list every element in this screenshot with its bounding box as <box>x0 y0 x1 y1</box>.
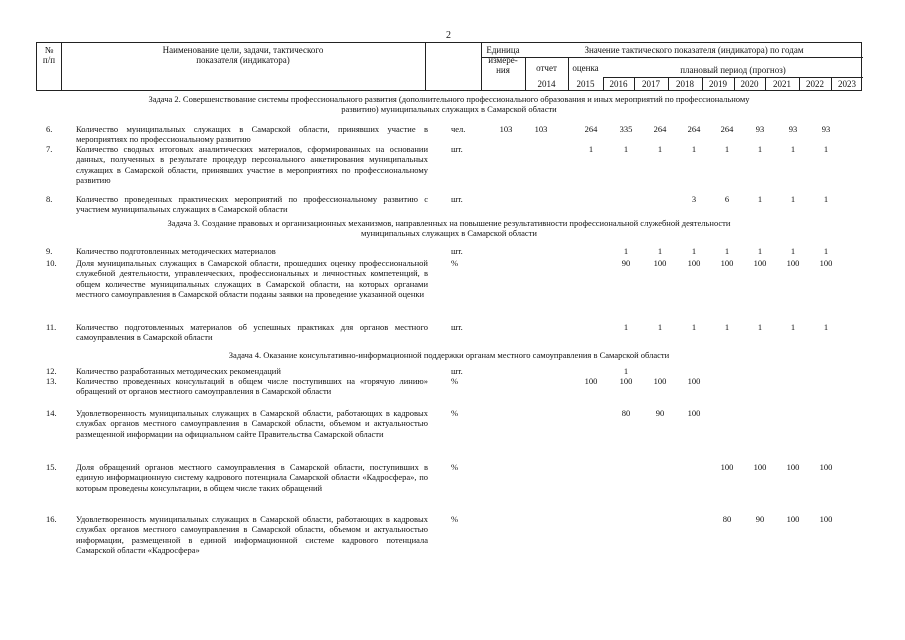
value-cell-2018: 1 <box>657 144 663 154</box>
indicator-name: Удовлетворенность муниципальных служащих в Самарской области, работающих в кадровых службах органов местного самоуправления в Самарской области, объемом и актуальностью размещенной информации на официальном сайте Правительства Самарской области <box>76 408 428 439</box>
value-cell-2017: 1 <box>623 144 629 154</box>
value-cell-2021: 1 <box>757 144 763 154</box>
value-cell-2020: 100 <box>720 258 734 268</box>
value-cell-2019: 100 <box>687 376 701 386</box>
value-cell-2023: 1 <box>823 322 829 332</box>
col-unit-header: Единица измере- ния <box>486 45 520 75</box>
value-cell-2019: 3 <box>691 194 697 204</box>
value-cell-2023: 93 <box>821 124 831 134</box>
value-cell-2022: 1 <box>790 194 796 204</box>
row-number: 10. <box>46 258 57 268</box>
value-cell-2022: 93 <box>788 124 798 134</box>
col-values-header: Значение тактического показателя (индикатора) по годам <box>584 45 804 55</box>
row-number: 14. <box>46 408 57 418</box>
value-cell-2023: 100 <box>819 462 833 472</box>
value-cell-2020: 80 <box>722 514 732 524</box>
row-number: 7. <box>46 144 53 154</box>
value-cell-2022: 100 <box>786 258 800 268</box>
indicator-name: Количество подготовленных методических материалов <box>76 246 276 256</box>
unit-cell: шт. <box>451 246 463 256</box>
col-no-header: № п/п <box>42 45 56 65</box>
year-2023: 2023 <box>838 79 856 89</box>
row-number: 9. <box>46 246 53 256</box>
row-number: 12. <box>46 366 57 376</box>
row-number: 13. <box>46 376 57 386</box>
value-cell-2016: 264 <box>584 124 598 134</box>
unit-cell: % <box>451 376 459 386</box>
value-cell-2018: 264 <box>653 124 667 134</box>
value-cell-2023: 100 <box>819 258 833 268</box>
indicator-name: Доля муниципальных служащих в Самарской области, прошедших оценку профессиональной служебной деятельности, управленческих, профессиональных и личностных компетенций, в общем количестве муниципальных служащих в Самарской области, на которых органами местного самоуправления в Самарской области поданы заявки на проведение указанной оценки <box>76 258 428 300</box>
task-heading: Задача 4. Оказание консультативно-информационной поддержки органам местного самоуправления в Самарской области <box>228 350 670 360</box>
value-cell-2019: 100 <box>687 258 701 268</box>
col-estimate-header: оценка <box>572 63 599 73</box>
value-cell-2023: 1 <box>823 194 829 204</box>
value-cell-2021: 100 <box>753 258 767 268</box>
year-2017: 2017 <box>642 79 660 89</box>
value-cell-2015: 103 <box>534 124 548 134</box>
task-heading: Задача 2. Совершенствование системы профессионального развития (дополнительного профессионального образования и иных мероприятий по профессиональному развитию) муниципальных служащих в Самарской области <box>148 94 750 115</box>
col-plan-header: плановый период (прогноз) <box>680 65 786 75</box>
unit-cell: % <box>451 408 459 418</box>
value-cell-2017: 1 <box>623 246 629 256</box>
value-cell-2017: 80 <box>621 408 631 418</box>
value-cell-2020: 6 <box>724 194 730 204</box>
year-2015: 2015 <box>576 79 595 89</box>
value-cell-2019: 1 <box>691 246 697 256</box>
unit-cell: шт. <box>451 366 463 376</box>
row-number: 16. <box>46 514 57 524</box>
unit-cell: шт. <box>451 144 463 154</box>
unit-cell: шт. <box>451 322 463 332</box>
value-cell-2023: 1 <box>823 144 829 154</box>
value-cell-2016: 100 <box>584 376 598 386</box>
value-cell-2022: 1 <box>790 322 796 332</box>
value-cell-2023: 100 <box>819 514 833 524</box>
value-cell-2020: 1 <box>724 144 730 154</box>
value-cell-2017: 100 <box>619 376 633 386</box>
value-cell-2022: 100 <box>786 514 800 524</box>
indicator-name: Количество муниципальных служащих в Самарской области, принявших участие в мероприятиях по профессиональному развитию <box>76 124 428 145</box>
value-cell-2022: 1 <box>790 246 796 256</box>
value-cell-2020: 100 <box>720 462 734 472</box>
page-number: 2 <box>446 30 451 41</box>
indicator-name: Доля обращений органов местного самоуправления в Самарской области, поступивших в единую информационную систему кадрового потенциала Самарской области «Кадросфера», по которым проведены консультации, в общем числе таких обращений <box>76 462 428 493</box>
value-cell-2020: 1 <box>724 246 730 256</box>
value-cell-2017: 1 <box>623 366 629 376</box>
value-cell-2018: 90 <box>655 408 665 418</box>
value-cell-2018: 100 <box>653 376 667 386</box>
value-cell-2020: 264 <box>720 124 734 134</box>
indicator-name: Количество проведенных консультаций в общем числе поступивших на «горячую линию» обращений от органов местного самоуправления в Самарской области <box>76 376 428 397</box>
year-2016: 2016 <box>609 79 628 89</box>
unit-cell: % <box>451 258 459 268</box>
value-cell-2019: 264 <box>687 124 701 134</box>
value-cell-2019: 1 <box>691 322 697 332</box>
indicator-name: Количество проведенных практических мероприятий по профессиональному развитию с участием муниципальных служащих в Самарской области <box>76 194 428 215</box>
unit-cell: % <box>451 514 459 524</box>
value-cell-2021: 1 <box>757 194 763 204</box>
value-cell-2017: 335 <box>619 124 633 134</box>
value-cell-2020: 1 <box>724 322 730 332</box>
indicator-name: Количество разработанных методических рекомендаций <box>76 366 281 376</box>
indicator-name: Количество сводных итоговых аналитических материалов, сформированных на основании данных, полученных в результате процедур персонального анкетирования муниципальных служащих в Самарской области, принявших участие в мероприятиях по профессиональному развитию <box>76 144 428 186</box>
year-2022: 2022 <box>806 79 824 89</box>
year-2018: 2018 <box>676 79 694 89</box>
table-header <box>36 42 862 91</box>
year-2019: 2019 <box>709 79 727 89</box>
value-cell-2019: 100 <box>687 408 701 418</box>
value-cell-2021: 1 <box>757 322 763 332</box>
value-cell-2023: 1 <box>823 246 829 256</box>
row-number: 6. <box>46 124 53 134</box>
col-name-header: Наименование цели, задачи, тактического показателя (индикатора) <box>162 45 324 65</box>
unit-cell: чел. <box>451 124 466 134</box>
task-heading: Задача 3. Создание правовых и организационных механизмов, направленных на повышение результативности профессиональной служебной деятельности муниципальных служащих в Самарской области <box>167 218 731 239</box>
unit-cell: шт. <box>451 194 463 204</box>
value-cell-2017: 1 <box>623 322 629 332</box>
value-cell-2021: 100 <box>753 462 767 472</box>
value-cell-2017: 90 <box>621 258 631 268</box>
row-number: 15. <box>46 462 57 472</box>
year-2020: 2020 <box>740 79 759 89</box>
row-number: 11. <box>46 322 57 332</box>
indicator-name: Удовлетворенность муниципальных служащих в Самарской области, работающих в кадровых службах органов местного самоуправления в Самарской области, объемом и актуальностью информации, размещенной в единой информационной системе кадрового потенциала Самарской области «Кадросфера» <box>76 514 428 556</box>
value-cell-2022: 100 <box>786 462 800 472</box>
value-cell-2019: 1 <box>691 144 697 154</box>
value-cell-2021: 93 <box>755 124 765 134</box>
value-cell-2018: 1 <box>657 322 663 332</box>
year-2021: 2021 <box>773 79 791 89</box>
value-cell-2014: 103 <box>499 124 513 134</box>
col-report-header: отчет <box>536 63 557 73</box>
value-cell-2021: 90 <box>755 514 765 524</box>
value-cell-2018: 1 <box>657 246 663 256</box>
value-cell-2021: 1 <box>757 246 763 256</box>
row-number: 8. <box>46 194 53 204</box>
value-cell-2018: 100 <box>653 258 667 268</box>
unit-cell: % <box>451 462 459 472</box>
year-2014: 2014 <box>537 79 556 89</box>
value-cell-2022: 1 <box>790 144 796 154</box>
value-cell-2016: 1 <box>588 144 594 154</box>
indicator-name: Количество подготовленных материалов об успешных практиках для органов местного самоуправления в Самарской области <box>76 322 428 343</box>
